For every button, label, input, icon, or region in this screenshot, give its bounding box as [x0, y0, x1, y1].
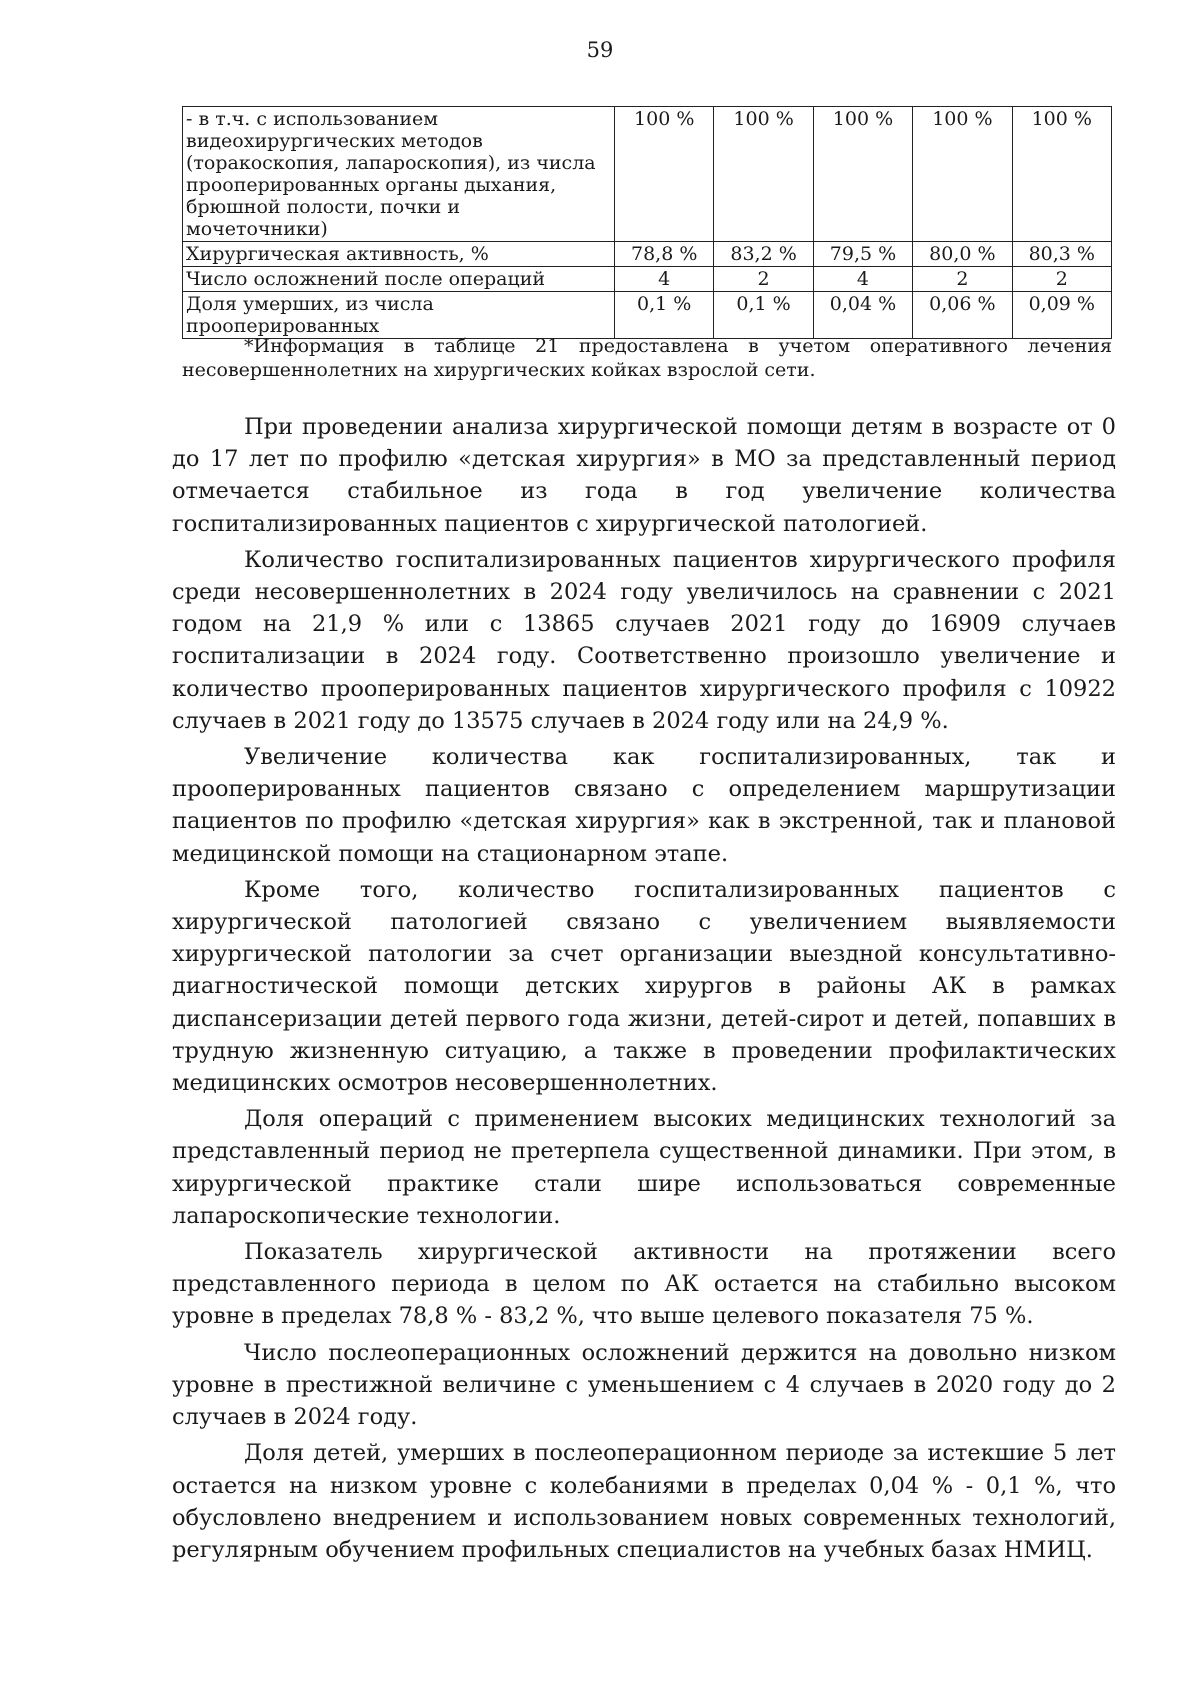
cell-value: 0,1 %	[714, 292, 813, 339]
cell-value: 100 %	[714, 107, 813, 242]
page-number: 59	[586, 38, 614, 62]
body-text	[172, 411, 1116, 1570]
cell-value: 100 %	[1012, 107, 1111, 242]
cell-value: 83,2 %	[714, 242, 813, 267]
row-label: Число осложнений после операций	[183, 267, 615, 292]
cell-value: 4	[813, 267, 912, 292]
cell-value: 2	[714, 267, 813, 292]
paragraph: Доля детей, умерших в послеоперационном периоде за истекшие 5 лет остается на низком уровне с колебаниями в пределах 0,04 % - 0,1 %, что обусловлено внедрением и использованием новых современных технологий, регулярным обучением профильных специалистов на учебных базах НМИЦ.	[172, 1440, 1116, 1563]
cell-value: 2	[1012, 267, 1111, 292]
paragraph: Количество госпитализированных пациентов хирургического профиля среди несовершеннолетних в 2024 году увеличилось на сравнении с 2021 годом на 21,9 % или с 13865 случаев 2021 году до 16909 случаев госпитализации в 2024 году. Соответственно произошло увеличение и количество прооперированных пациентов хирургического профиля с 10922 случаев в 2021 году до 13575 случаев в 2024 году или на 24,9 %.	[172, 546, 1116, 734]
cell-value: 4	[615, 267, 714, 292]
table-row	[183, 107, 1112, 242]
cell-value: 0,04 %	[813, 292, 912, 339]
paragraph: При проведении анализа хирургической помощи детям в возрасте от 0 до 17 лет по профилю «детская хирургия» в МО за представленный период отмечается стабильное из года в год увеличение количества госпитализированных пациентов с хирургической патологией.	[172, 414, 1116, 537]
cell-value: 100 %	[813, 107, 912, 242]
table-row	[183, 292, 1112, 339]
table-footnote: *Информация в таблице 21 предоставлена в учетом оперативного лечения несовершеннолетних на хирургических койках взрослой сети.	[182, 335, 1112, 381]
cell-value: 78,8 %	[615, 242, 714, 267]
row-label: Доля умерших, из числа прооперированных	[183, 292, 615, 339]
cell-value: 100 %	[615, 107, 714, 242]
cell-value: 0,1 %	[615, 292, 714, 339]
cell-value: 80,0 %	[913, 242, 1012, 267]
cell-value: 80,3 %	[1012, 242, 1111, 267]
paragraph: Доля операций с применением высоких медицинских технологий за представленный период не претерпела существенной динамики. При этом, в хирургической практике стали шире использоваться современные лапароскопические технологии.	[172, 1106, 1116, 1229]
cell-value: 2	[913, 267, 1012, 292]
table-row	[183, 242, 1112, 267]
cell-value: 0,09 %	[1012, 292, 1111, 339]
cell-value: 79,5 %	[813, 242, 912, 267]
row-label: Хирургическая активность, %	[183, 242, 615, 267]
paragraph: Число послеоперационных осложнений держится на довольно низком уровне в престижной величине с уменьшением с 4 случаев в 2020 году до 2 случаев в 2024 году.	[172, 1339, 1116, 1431]
paragraph: Увеличение количества как госпитализированных, так и прооперированных пациентов связано с определением маршрутизации пациентов по профилю «детская хирургия» как в экстренной, так и плановой медицинской помощи на стационарном этапе.	[172, 744, 1116, 867]
table-row	[183, 267, 1112, 292]
indicators-table	[182, 106, 1112, 339]
paragraph: Показатель хирургической активности на протяжении всего представленного периода в целом по АК остается на стабильно высоком уровне в пределах 78,8 % - 83,2 %, что выше целевого показателя 75 %.	[172, 1239, 1116, 1330]
row-label: - в т.ч. с использованием видеохирургических методов (торакоскопия, лапароскопия), из числа прооперированных органы дыхания, брюшной полости, почки и мочеточники)	[183, 107, 615, 242]
paragraph: Кроме того, количество госпитализированных пациентов с хирургической патологией связано с увеличением выявляемости хирургической патологии за счет организации выездной консультативно-диагностической помощи детских хирургов в районы АК в рамках диспансеризации детей первого года жизни, детей-сирот и детей, попавших в трудную жизненную ситуацию, а также в проведении профилактических медицинских осмотров несовершеннолетних.	[172, 876, 1116, 1097]
cell-value: 0,06 %	[913, 292, 1012, 339]
cell-value: 100 %	[913, 107, 1012, 242]
